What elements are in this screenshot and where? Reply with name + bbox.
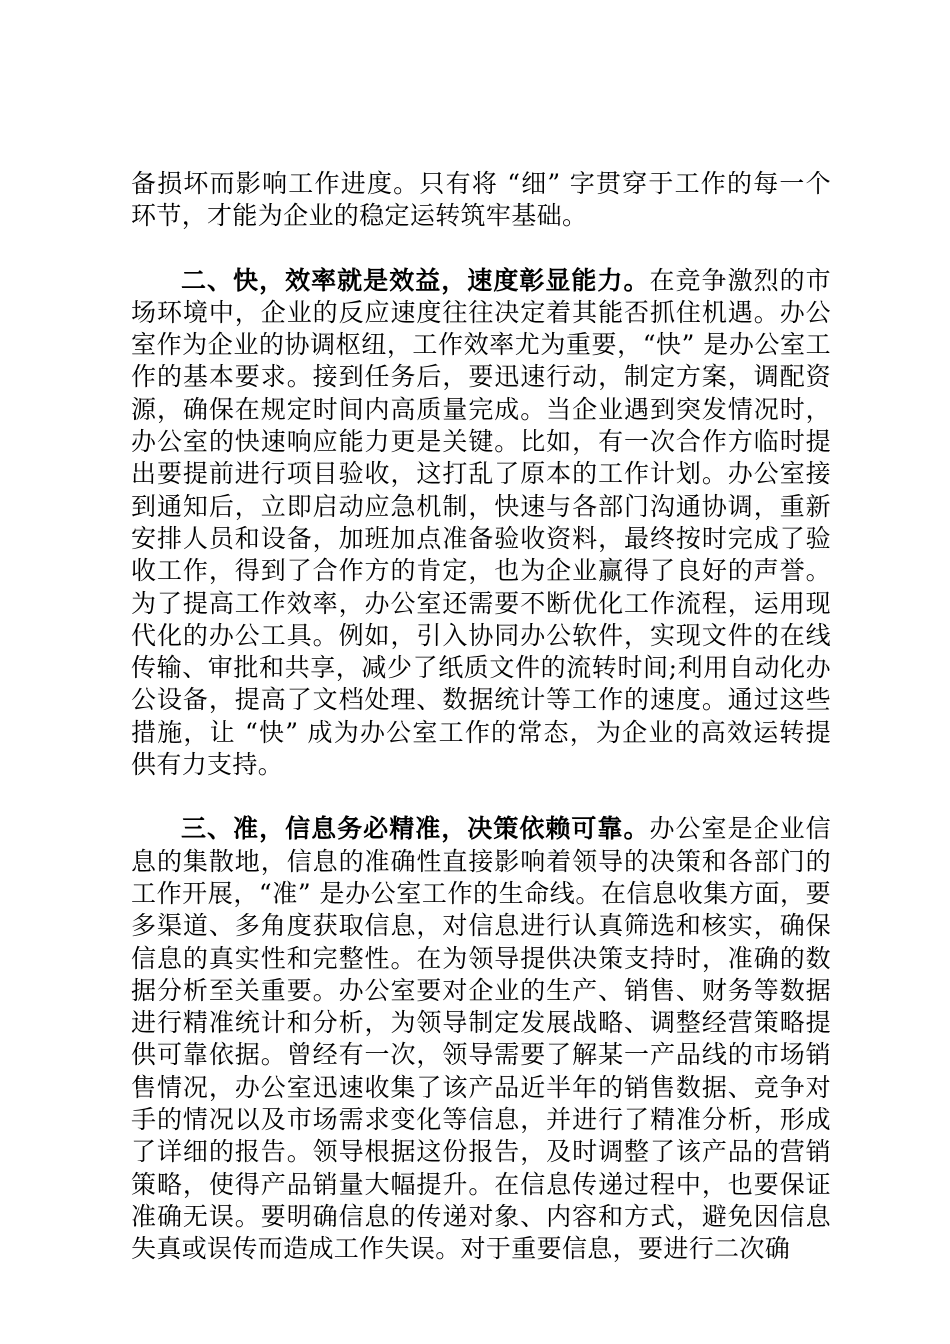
paragraph-continuation [131,168,831,233]
document-page [131,168,831,1266]
section-heading-accuracy: 三、准，信息务必精准，决策依赖可靠。 [181,814,650,844]
paragraph-accuracy [131,813,831,1265]
paragraph-body: 备损坏而影响工作进度。只有将 “细” 字贯穿于工作的每一个环节，才能为企业的稳定运转筑牢基础。 [131,169,831,231]
paragraph-body: 在竞争激烈的市场环境中，企业的反应速度往往决定着其能否抓住机遇。办公室作为企业的协调枢纽，工作效率尤为重要，“快” 是办公室工作的基本要求。接到任务后，要迅速行动，制定方案，调配资源，确保在规定时间内高质量完成。当企业遇到突发情况时，办公室的快速响应能力更是关键。比如，有一次合作方临时提出要提前进行项目验收，这打乱了原本的工作计划。办公室接到通知后，立即启动应急机制，快速与各部门沟通协调，重新安排人员和设备，加班加点准备验收资料，最终按时完成了验收工作，得到了合作方的肯定，也为企业赢得了良好的声誉。为了提高工作效率，办公室还需要不断优化工作流程，运用现代化的办公工具。例如，引入协同办公软件，实现文件的在线传输、审批和共享，减少了纸质文件的流转时间;利用自动化办公设备，提高了文档处理、数据统计等工作的速度。通过这些措施，让 “快” 成为办公室工作的常态，为企业的高效运转提供有力支持。 [131,265,831,780]
paragraph-body: 办公室是企业信息的集散地，信息的准确性直接影响着领导的决策和各部门的工作开展，“准” 是办公室工作的生命线。在信息收集方面，要多渠道、多角度获取信息，对信息进行认真筛选和核实，确保信息的真实性和完整性。在为领导提供决策支持时，准确的数据分析至关重要。办公室要对企业的生产、销售、财务等数据进行精准统计和分析，为领导制定发展战略、调整经营策略提供可靠依据。曾经有一次，领导需要了解某一产品线的市场销售情况，办公室迅速收集了该产品近半年的销售数据、竞争对手的情况以及市场需求变化等信息，并进行了精准分析，形成了详细的报告。领导根据这份报告，及时调整了该产品的营销策略，使得产品销量大幅提升。在信息传递过程中，也要保证准确无误。要明确信息的传递对象、内容和方式，避免因信息失真或误传而造成工作失误。对于重要信息，要进行二次确 [131,814,831,1264]
paragraph-gap [131,233,831,265]
paragraph-gap [131,781,831,813]
paragraph-speed [131,265,831,782]
section-heading-speed: 二、快，效率就是效益，速度彰显能力。 [181,265,650,295]
